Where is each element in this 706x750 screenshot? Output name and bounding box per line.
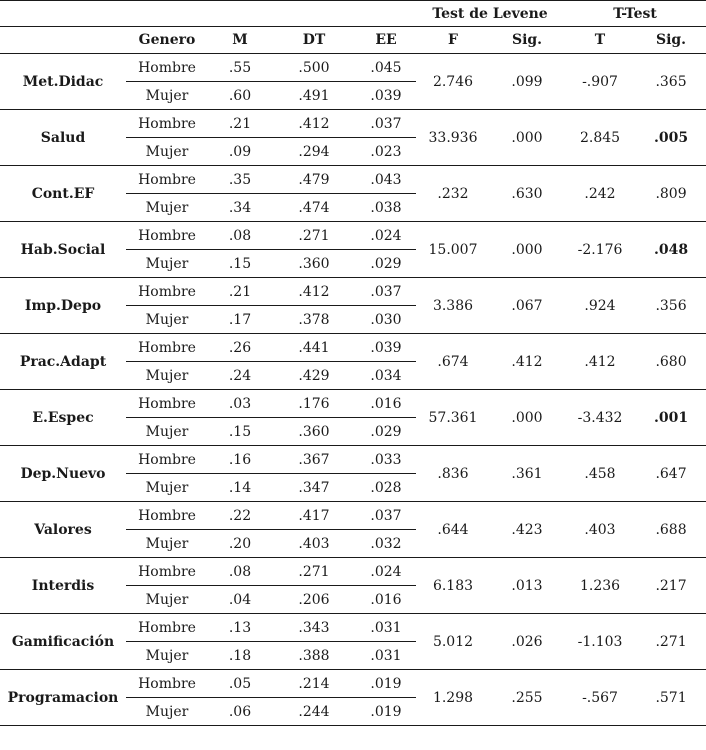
- t-value: 1.236: [564, 558, 636, 614]
- ee-header: EE: [356, 27, 416, 54]
- gender-label: Hombre: [126, 222, 208, 250]
- gender-label: Mujer: [126, 642, 208, 670]
- sd-value: .294: [272, 138, 356, 166]
- f-header: F: [416, 27, 490, 54]
- sd-value: .474: [272, 194, 356, 222]
- variable-name: Cont.EF: [0, 166, 126, 222]
- ttest-sig-value: .271: [636, 614, 706, 670]
- sd-value: .214: [272, 670, 356, 698]
- t-value: .412: [564, 334, 636, 390]
- variable-name: Valores: [0, 502, 126, 558]
- sd-value: .343: [272, 614, 356, 642]
- gender-label: Hombre: [126, 558, 208, 586]
- levene-sig-value: .412: [490, 334, 564, 390]
- gender-label: Hombre: [126, 54, 208, 82]
- se-value: .029: [356, 418, 416, 446]
- mean-value: .08: [208, 222, 272, 250]
- sd-value: .206: [272, 586, 356, 614]
- t-value: .403: [564, 502, 636, 558]
- gender-label: Mujer: [126, 82, 208, 110]
- table-row: [0, 278, 706, 306]
- mean-value: .05: [208, 670, 272, 698]
- table-row: [0, 110, 706, 138]
- gender-label: Mujer: [126, 586, 208, 614]
- se-value: .019: [356, 670, 416, 698]
- se-value: .038: [356, 194, 416, 222]
- sd-value: .412: [272, 110, 356, 138]
- t-header: T: [564, 27, 636, 54]
- table-row: [0, 502, 706, 530]
- mean-value: .06: [208, 698, 272, 726]
- se-value: .043: [356, 166, 416, 194]
- ttest-sig-value: .809: [636, 166, 706, 222]
- levene-sig-value: .099: [490, 54, 564, 110]
- se-value: .037: [356, 502, 416, 530]
- sd-value: .360: [272, 418, 356, 446]
- variable-name: Programacion: [0, 670, 126, 726]
- ttest-sig-value: .571: [636, 670, 706, 726]
- ttest-sig-value: .647: [636, 446, 706, 502]
- mean-value: .21: [208, 110, 272, 138]
- t-value: -2.176: [564, 222, 636, 278]
- variable-name: Interdis: [0, 558, 126, 614]
- se-value: .019: [356, 698, 416, 726]
- ttest-sig-value: .001: [636, 390, 706, 446]
- gender-label: Hombre: [126, 110, 208, 138]
- t-value: -.567: [564, 670, 636, 726]
- gender-label: Hombre: [126, 502, 208, 530]
- header-blank-cell: [208, 1, 272, 27]
- mean-value: .04: [208, 586, 272, 614]
- variable-name: Dep.Nuevo: [0, 446, 126, 502]
- ttest-header: T-Test: [564, 1, 706, 27]
- ttest-sig-value: .005: [636, 110, 706, 166]
- header-blank-cell: [0, 27, 126, 54]
- header-blank-cell: [356, 1, 416, 27]
- sd-value: .479: [272, 166, 356, 194]
- ttest-sig-value: .217: [636, 558, 706, 614]
- levene-sig-value: .067: [490, 278, 564, 334]
- variable-name: Salud: [0, 110, 126, 166]
- variable-name: Met.Didac: [0, 54, 126, 110]
- sd-value: .429: [272, 362, 356, 390]
- se-value: .023: [356, 138, 416, 166]
- gender-label: Mujer: [126, 138, 208, 166]
- variable-name: Hab.Social: [0, 222, 126, 278]
- levene-sig-value: .000: [490, 222, 564, 278]
- gender-label: Hombre: [126, 278, 208, 306]
- levene-f-value: 15.007: [416, 222, 490, 278]
- se-value: .024: [356, 558, 416, 586]
- se-value: .032: [356, 530, 416, 558]
- gender-label: Hombre: [126, 446, 208, 474]
- se-value: .031: [356, 642, 416, 670]
- gender-label: Hombre: [126, 670, 208, 698]
- mean-value: .26: [208, 334, 272, 362]
- variable-name: Imp.Depo: [0, 278, 126, 334]
- m-header: M: [208, 27, 272, 54]
- mean-value: .15: [208, 250, 272, 278]
- levene-f-value: .232: [416, 166, 490, 222]
- sd-value: .412: [272, 278, 356, 306]
- gender-label: Hombre: [126, 614, 208, 642]
- se-value: .039: [356, 82, 416, 110]
- table-row: [0, 558, 706, 586]
- se-value: .031: [356, 614, 416, 642]
- dt-header: DT: [272, 27, 356, 54]
- gender-label: Hombre: [126, 166, 208, 194]
- t-value: .458: [564, 446, 636, 502]
- sd-value: .500: [272, 54, 356, 82]
- sd-value: .417: [272, 502, 356, 530]
- mean-value: .13: [208, 614, 272, 642]
- table-row: [0, 614, 706, 642]
- t-value: .242: [564, 166, 636, 222]
- gender-label: Hombre: [126, 334, 208, 362]
- table-row: [0, 166, 706, 194]
- variable-name: E.Espec: [0, 390, 126, 446]
- sd-value: .271: [272, 558, 356, 586]
- sd-value: .176: [272, 390, 356, 418]
- gender-label: Mujer: [126, 474, 208, 502]
- t-value: .924: [564, 278, 636, 334]
- levene-f-value: 6.183: [416, 558, 490, 614]
- levene-f-value: 33.936: [416, 110, 490, 166]
- table-row: [0, 670, 706, 698]
- sd-value: .367: [272, 446, 356, 474]
- table-row: [0, 54, 706, 82]
- sd-value: .441: [272, 334, 356, 362]
- t-value: -.907: [564, 54, 636, 110]
- mean-value: .55: [208, 54, 272, 82]
- variable-name: Prac.Adapt: [0, 334, 126, 390]
- levene-sig-value: .630: [490, 166, 564, 222]
- gender-label: Mujer: [126, 194, 208, 222]
- ttest-sig-header: Sig.: [636, 27, 706, 54]
- mean-value: .08: [208, 558, 272, 586]
- sd-value: .360: [272, 250, 356, 278]
- gender-label: Mujer: [126, 698, 208, 726]
- levene-f-value: 5.012: [416, 614, 490, 670]
- se-value: .016: [356, 586, 416, 614]
- se-value: .037: [356, 110, 416, 138]
- mean-value: .35: [208, 166, 272, 194]
- levene-f-value: 57.361: [416, 390, 490, 446]
- se-value: .016: [356, 390, 416, 418]
- sd-value: .491: [272, 82, 356, 110]
- se-value: .045: [356, 54, 416, 82]
- table-body: [0, 54, 706, 726]
- levene-sig-header: Sig.: [490, 27, 564, 54]
- mean-value: .20: [208, 530, 272, 558]
- sd-value: .403: [272, 530, 356, 558]
- levene-f-value: .836: [416, 446, 490, 502]
- table-row: [0, 390, 706, 418]
- mean-value: .24: [208, 362, 272, 390]
- sd-value: .271: [272, 222, 356, 250]
- levene-f-value: .644: [416, 502, 490, 558]
- levene-sig-value: .000: [490, 390, 564, 446]
- mean-value: .60: [208, 82, 272, 110]
- mean-value: .21: [208, 278, 272, 306]
- t-value: -3.432: [564, 390, 636, 446]
- se-value: .034: [356, 362, 416, 390]
- se-value: .033: [356, 446, 416, 474]
- levene-sig-value: .423: [490, 502, 564, 558]
- mean-value: .18: [208, 642, 272, 670]
- ttest-sig-value: .356: [636, 278, 706, 334]
- gender-label: Mujer: [126, 306, 208, 334]
- levene-sig-value: .026: [490, 614, 564, 670]
- se-value: .037: [356, 278, 416, 306]
- levene-f-value: .674: [416, 334, 490, 390]
- ttest-sig-value: .365: [636, 54, 706, 110]
- levene-f-value: 2.746: [416, 54, 490, 110]
- mean-value: .17: [208, 306, 272, 334]
- se-value: .028: [356, 474, 416, 502]
- table-row: [0, 446, 706, 474]
- sd-value: .347: [272, 474, 356, 502]
- genero-header: Genero: [126, 27, 208, 54]
- gender-label: Mujer: [126, 530, 208, 558]
- mean-value: .16: [208, 446, 272, 474]
- mean-value: .15: [208, 418, 272, 446]
- mean-value: .03: [208, 390, 272, 418]
- sd-value: .388: [272, 642, 356, 670]
- ttest-sig-value: .688: [636, 502, 706, 558]
- mean-value: .09: [208, 138, 272, 166]
- gender-label: Hombre: [126, 390, 208, 418]
- header-blank-cell: [126, 1, 208, 27]
- mean-value: .14: [208, 474, 272, 502]
- se-value: .039: [356, 334, 416, 362]
- se-value: .030: [356, 306, 416, 334]
- table-row: [0, 222, 706, 250]
- ttest-sig-value: .680: [636, 334, 706, 390]
- table-row: [0, 334, 706, 362]
- variable-name: Gamificación: [0, 614, 126, 670]
- levene-sig-value: .255: [490, 670, 564, 726]
- t-value: -1.103: [564, 614, 636, 670]
- gender-label: Mujer: [126, 362, 208, 390]
- gender-label: Mujer: [126, 250, 208, 278]
- t-value: 2.845: [564, 110, 636, 166]
- sd-value: .378: [272, 306, 356, 334]
- levene-header: Test de Levene: [416, 1, 564, 27]
- levene-f-value: 3.386: [416, 278, 490, 334]
- mean-value: .22: [208, 502, 272, 530]
- sd-value: .244: [272, 698, 356, 726]
- header-blank-cell: [0, 1, 126, 27]
- header-blank-cell: [272, 1, 356, 27]
- se-value: .029: [356, 250, 416, 278]
- se-value: .024: [356, 222, 416, 250]
- levene-sig-value: .013: [490, 558, 564, 614]
- ttest-sig-value: .048: [636, 222, 706, 278]
- levene-sig-value: .361: [490, 446, 564, 502]
- mean-value: .34: [208, 194, 272, 222]
- levene-sig-value: .000: [490, 110, 564, 166]
- gender-label: Mujer: [126, 418, 208, 446]
- levene-f-value: 1.298: [416, 670, 490, 726]
